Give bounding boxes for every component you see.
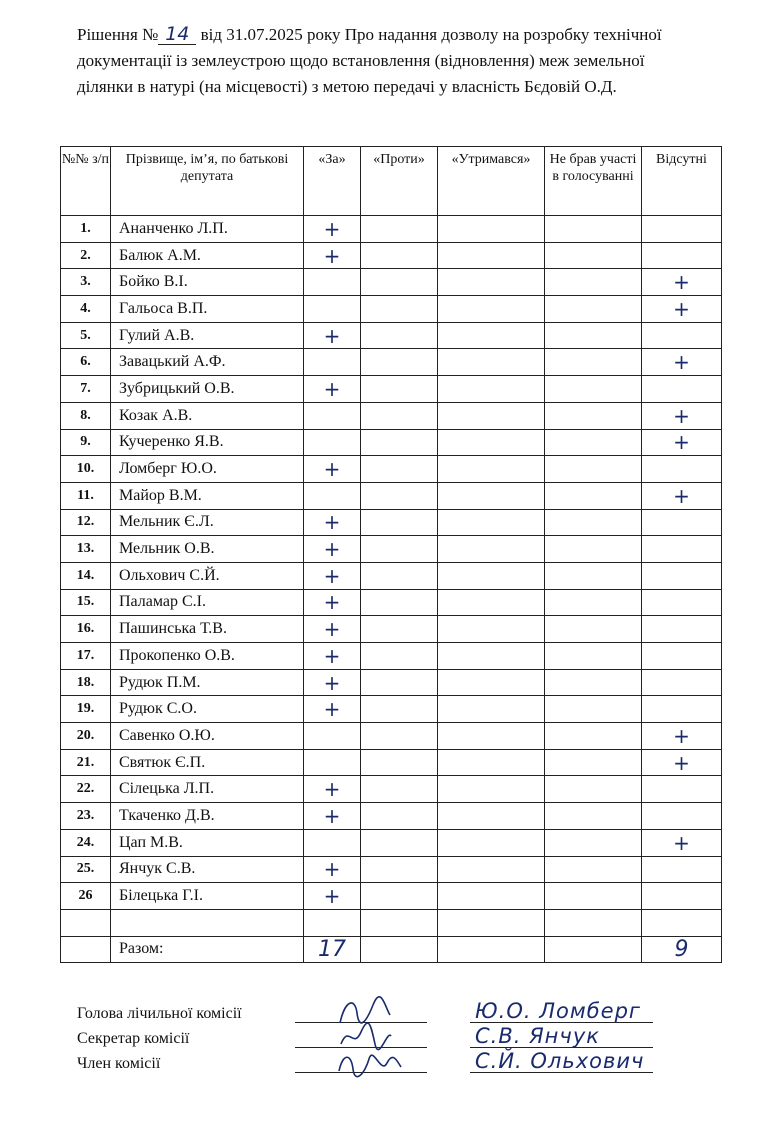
table-row — [61, 482, 722, 509]
deputy-name: Бойко В.І. — [111, 269, 304, 296]
row-number: 24. — [61, 829, 111, 856]
row-number: 11. — [61, 482, 111, 509]
table-row — [61, 429, 722, 456]
row-number: 14. — [61, 562, 111, 589]
vote-for-mark: + — [304, 643, 361, 670]
vote-for-mark — [304, 402, 361, 429]
col-header-not-voting: Не брав участі в голосуванні — [545, 147, 642, 216]
table-row — [61, 509, 722, 536]
absent-mark: + — [642, 482, 722, 509]
vote-for-mark: + — [304, 322, 361, 349]
deputy-name: Прокопенко О.В. — [111, 643, 304, 670]
col-header-for: «За» — [304, 147, 361, 216]
decision-number: 14 — [158, 24, 196, 45]
row-number: 4. — [61, 296, 111, 323]
absent-mark — [642, 669, 722, 696]
absent-mark — [642, 589, 722, 616]
not-voting-cell — [545, 562, 642, 589]
vote-for-mark: + — [304, 216, 361, 243]
vote-abstained-cell — [438, 376, 545, 403]
not-voting-cell — [545, 643, 642, 670]
col-header-name: Прізвище, ім’я, по батькові депутата — [111, 147, 304, 216]
name-secretary: С.В. Янчук — [475, 1024, 600, 1048]
col-header-absent: Відсутні — [642, 147, 722, 216]
not-voting-cell — [545, 669, 642, 696]
decision-header — [77, 22, 722, 100]
absent-mark: + — [642, 829, 722, 856]
absent-mark — [642, 562, 722, 589]
absent-mark — [642, 242, 722, 269]
deputy-name: Пашинська Т.В. — [111, 616, 304, 643]
row-number: 23. — [61, 803, 111, 830]
deputy-name: Ломберг Ю.О. — [111, 456, 304, 483]
vote-against-cell — [361, 829, 438, 856]
table-empty-row — [61, 909, 722, 936]
not-voting-cell — [545, 856, 642, 883]
vote-against-cell — [361, 616, 438, 643]
vote-against-cell — [361, 456, 438, 483]
absent-mark — [642, 216, 722, 243]
vote-abstained-cell — [438, 296, 545, 323]
vote-abstained-cell — [438, 883, 545, 910]
vote-abstained-cell — [438, 856, 545, 883]
table-row — [61, 803, 722, 830]
not-voting-cell — [545, 776, 642, 803]
vote-abstained-cell — [438, 776, 545, 803]
role-chair: Голова лічильної комісії — [77, 1005, 242, 1022]
absent-mark — [642, 803, 722, 830]
table-row — [61, 456, 722, 483]
vote-abstained-cell — [438, 509, 545, 536]
not-voting-cell — [545, 482, 642, 509]
row-number: 18. — [61, 669, 111, 696]
table-row — [61, 829, 722, 856]
vote-for-mark: + — [304, 616, 361, 643]
table-row — [61, 269, 722, 296]
vote-abstained-cell — [438, 482, 545, 509]
vote-for-mark — [304, 829, 361, 856]
col-header-num: №№ з/п — [61, 147, 111, 216]
deputy-name: Зубрицький О.В. — [111, 376, 304, 403]
table-row — [61, 856, 722, 883]
not-voting-cell — [545, 376, 642, 403]
table-row — [61, 723, 722, 750]
absent-mark: + — [642, 269, 722, 296]
table-row — [61, 322, 722, 349]
vote-against-cell — [361, 322, 438, 349]
row-number: 26 — [61, 883, 111, 910]
deputy-name: Янчук С.В. — [111, 856, 304, 883]
vote-against-cell — [361, 536, 438, 563]
not-voting-cell — [545, 322, 642, 349]
row-number: 5. — [61, 322, 111, 349]
vote-against-cell — [361, 643, 438, 670]
vote-for-mark: + — [304, 509, 361, 536]
header-line-2: документації із землеустрою щодо встановлення (відновлення) меж земельної — [77, 51, 645, 70]
deputy-name: Мельник О.В. — [111, 536, 304, 563]
absent-mark — [642, 776, 722, 803]
absent-mark — [642, 616, 722, 643]
not-voting-cell — [545, 242, 642, 269]
not-voting-cell — [545, 216, 642, 243]
table-row — [61, 696, 722, 723]
table-row — [61, 376, 722, 403]
row-number: 15. — [61, 589, 111, 616]
table-row — [61, 296, 722, 323]
col-header-abstained: «Утримався» — [438, 147, 545, 216]
vote-for-mark — [304, 296, 361, 323]
row-number: 1. — [61, 216, 111, 243]
vote-abstained-cell — [438, 216, 545, 243]
absent-mark: + — [642, 402, 722, 429]
not-voting-cell — [545, 829, 642, 856]
absent-mark: + — [642, 349, 722, 376]
vote-abstained-cell — [438, 643, 545, 670]
absent-mark: + — [642, 723, 722, 750]
not-voting-cell — [545, 749, 642, 776]
not-voting-cell — [545, 883, 642, 910]
row-number: 21. — [61, 749, 111, 776]
vote-for-mark: + — [304, 242, 361, 269]
vote-for-mark: + — [304, 883, 361, 910]
signature-mark — [335, 1045, 405, 1081]
absent-mark — [642, 536, 722, 563]
table-row — [61, 883, 722, 910]
row-number: 3. — [61, 269, 111, 296]
deputy-name: Ананченко Л.П. — [111, 216, 304, 243]
vote-for-mark — [304, 749, 361, 776]
deputy-name: Рудюк П.М. — [111, 669, 304, 696]
deputy-name: Сілецька Л.П. — [111, 776, 304, 803]
row-number: 10. — [61, 456, 111, 483]
vote-for-mark — [304, 349, 361, 376]
vote-against-cell — [361, 669, 438, 696]
not-voting-cell — [545, 402, 642, 429]
not-voting-cell — [545, 803, 642, 830]
vote-for-mark — [304, 269, 361, 296]
vote-abstained-cell — [438, 829, 545, 856]
vote-abstained-cell — [438, 562, 545, 589]
deputy-name: Рудюк С.О. — [111, 696, 304, 723]
vote-against-cell — [361, 696, 438, 723]
deputy-name: Ольхович С.Й. — [111, 562, 304, 589]
vote-abstained-cell — [438, 322, 545, 349]
table-row — [61, 616, 722, 643]
vote-for-mark: + — [304, 696, 361, 723]
not-voting-cell — [545, 696, 642, 723]
vote-for-mark — [304, 429, 361, 456]
table-row — [61, 749, 722, 776]
not-voting-cell — [545, 536, 642, 563]
table-row — [61, 589, 722, 616]
vote-abstained-cell — [438, 589, 545, 616]
row-number: 20. — [61, 723, 111, 750]
vote-abstained-cell — [438, 456, 545, 483]
table-row — [61, 669, 722, 696]
deputy-name: Гальоса В.П. — [111, 296, 304, 323]
not-voting-cell — [545, 269, 642, 296]
row-number: 22. — [61, 776, 111, 803]
vote-against-cell — [361, 883, 438, 910]
vote-for-mark: + — [304, 562, 361, 589]
row-number: 2. — [61, 242, 111, 269]
vote-against-cell — [361, 296, 438, 323]
not-voting-cell — [545, 429, 642, 456]
row-number: 25. — [61, 856, 111, 883]
header-line-1 — [77, 22, 722, 48]
vote-for-mark: + — [304, 589, 361, 616]
table-row — [61, 349, 722, 376]
not-voting-cell — [545, 296, 642, 323]
row-number: 6. — [61, 349, 111, 376]
col-header-against: «Проти» — [361, 147, 438, 216]
header-line-3: ділянки в натурі (на місцевості) з метою передачі у власність Бєдовій О.Д. — [77, 77, 617, 96]
role-secretary: Секретар комісії — [77, 1030, 190, 1047]
deputy-name: Савенко О.Ю. — [111, 723, 304, 750]
row-number: 13. — [61, 536, 111, 563]
vote-against-cell — [361, 402, 438, 429]
absent-mark: + — [642, 296, 722, 323]
not-voting-cell — [545, 509, 642, 536]
vote-abstained-cell — [438, 536, 545, 563]
total-absent: 9 — [642, 936, 722, 963]
deputy-name: Ткаченко Д.В. — [111, 803, 304, 830]
table-row — [61, 536, 722, 563]
row-number: 16. — [61, 616, 111, 643]
vote-for-mark — [304, 723, 361, 750]
row-number: 12. — [61, 509, 111, 536]
absent-mark — [642, 376, 722, 403]
vote-against-cell — [361, 482, 438, 509]
vote-against-cell — [361, 242, 438, 269]
total-for: 17 — [304, 936, 361, 963]
vote-abstained-cell — [438, 242, 545, 269]
decision-label: Рішення № — [77, 25, 159, 44]
table-total-row — [61, 936, 722, 963]
row-number: 17. — [61, 643, 111, 670]
absent-mark — [642, 509, 722, 536]
absent-mark — [642, 856, 722, 883]
deputy-name: Білецька Г.І. — [111, 883, 304, 910]
vote-for-mark — [304, 482, 361, 509]
not-voting-cell — [545, 589, 642, 616]
vote-against-cell — [361, 509, 438, 536]
vote-abstained-cell — [438, 402, 545, 429]
decision-date-title: від 31.07.2025 року Про надання дозволу на розробку технічної — [196, 25, 662, 44]
role-member: Член комісії — [77, 1055, 161, 1072]
vote-for-mark: + — [304, 803, 361, 830]
absent-mark — [642, 456, 722, 483]
deputy-name: Завацький А.Ф. — [111, 349, 304, 376]
row-number: 7. — [61, 376, 111, 403]
voting-table — [60, 146, 722, 963]
table-row — [61, 216, 722, 243]
vote-abstained-cell — [438, 349, 545, 376]
vote-abstained-cell — [438, 749, 545, 776]
absent-mark — [642, 643, 722, 670]
not-voting-cell — [545, 349, 642, 376]
vote-against-cell — [361, 776, 438, 803]
vote-for-mark: + — [304, 536, 361, 563]
row-number: 19. — [61, 696, 111, 723]
name-member: С.Й. Ольхович — [475, 1049, 645, 1073]
vote-for-mark: + — [304, 376, 361, 403]
table-row — [61, 402, 722, 429]
absent-mark: + — [642, 429, 722, 456]
vote-for-mark: + — [304, 669, 361, 696]
vote-abstained-cell — [438, 803, 545, 830]
table-body — [61, 216, 722, 910]
vote-abstained-cell — [438, 723, 545, 750]
vote-against-cell — [361, 349, 438, 376]
vote-against-cell — [361, 856, 438, 883]
table-row — [61, 242, 722, 269]
vote-against-cell — [361, 269, 438, 296]
deputy-name: Гулий А.В. — [111, 322, 304, 349]
not-voting-cell — [545, 616, 642, 643]
vote-for-mark: + — [304, 856, 361, 883]
vote-abstained-cell — [438, 269, 545, 296]
absent-mark: + — [642, 749, 722, 776]
row-number: 8. — [61, 402, 111, 429]
absent-mark — [642, 883, 722, 910]
deputy-name: Паламар С.І. — [111, 589, 304, 616]
deputy-name: Балюк А.М. — [111, 242, 304, 269]
vote-against-cell — [361, 589, 438, 616]
vote-for-mark: + — [304, 776, 361, 803]
vote-abstained-cell — [438, 669, 545, 696]
deputy-name: Майор В.М. — [111, 482, 304, 509]
vote-against-cell — [361, 376, 438, 403]
not-voting-cell — [545, 456, 642, 483]
deputy-name: Козак А.В. — [111, 402, 304, 429]
table-row — [61, 562, 722, 589]
name-chair: Ю.О. Ломберг — [475, 999, 641, 1023]
vote-abstained-cell — [438, 696, 545, 723]
vote-against-cell — [361, 749, 438, 776]
vote-against-cell — [361, 216, 438, 243]
vote-for-mark: + — [304, 456, 361, 483]
not-voting-cell — [545, 723, 642, 750]
table-row — [61, 643, 722, 670]
absent-mark — [642, 322, 722, 349]
deputy-name: Кучеренко Я.В. — [111, 429, 304, 456]
total-label: Разом: — [111, 936, 304, 963]
vote-against-cell — [361, 562, 438, 589]
deputy-name: Святюк Є.П. — [111, 749, 304, 776]
vote-against-cell — [361, 803, 438, 830]
table-row — [61, 776, 722, 803]
vote-against-cell — [361, 723, 438, 750]
deputy-name: Мельник Є.Л. — [111, 509, 304, 536]
table-header-row — [61, 147, 722, 216]
deputy-name: Цап М.В. — [111, 829, 304, 856]
vote-abstained-cell — [438, 429, 545, 456]
row-number: 9. — [61, 429, 111, 456]
vote-against-cell — [361, 429, 438, 456]
vote-abstained-cell — [438, 616, 545, 643]
absent-mark — [642, 696, 722, 723]
